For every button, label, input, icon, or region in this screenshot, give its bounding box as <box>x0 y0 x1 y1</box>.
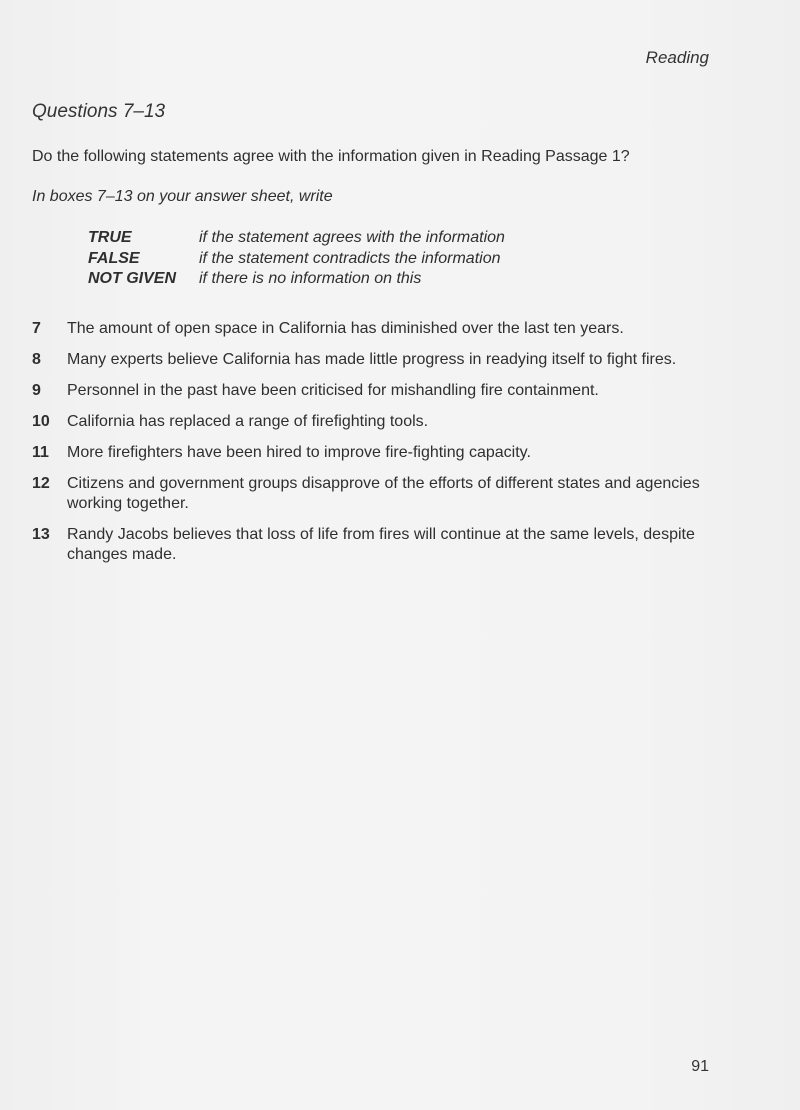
question-item <box>32 381 712 401</box>
answer-key-definition: if the statement contradicts the information <box>199 249 501 267</box>
question-number: 8 <box>32 351 41 368</box>
question-text: California has replaced a range of firefighting tools. <box>67 413 429 430</box>
question-number: 13 <box>32 526 50 543</box>
question-number: 10 <box>32 413 50 430</box>
question-item <box>32 443 712 463</box>
answer-instruction: In boxes 7–13 on your answer sheet, write <box>32 188 333 205</box>
question-item <box>32 350 712 370</box>
question-text: Personnel in the past have been criticised for mishandling fire containment. <box>67 382 599 399</box>
question-item <box>32 525 712 565</box>
question-number: 11 <box>32 444 49 461</box>
answer-key-definition: if the statement agrees with the information <box>199 229 505 246</box>
question-text: More firefighters have been hired to improve fire-fighting capacity. <box>67 444 531 461</box>
question-number: 12 <box>32 475 50 492</box>
question-number: 7 <box>32 320 41 337</box>
answer-key-row <box>88 269 505 290</box>
answer-key-term: FALSE <box>88 249 140 267</box>
question-text: Randy Jacobs believes that loss of life from fires will continue at the same levels, despite changes made. <box>67 526 695 563</box>
question-item <box>32 319 712 339</box>
question-text: The amount of open space in California has diminished over the last ten years. <box>67 320 624 337</box>
question-text: Many experts believe California has made little progress in readying itself to fight fires. <box>67 351 677 368</box>
question-item <box>32 474 712 514</box>
question-number: 9 <box>32 382 41 399</box>
page-number: 91 <box>691 1058 709 1075</box>
answer-key-definition: if there is no information on this <box>199 270 422 287</box>
questions-prompt: Do the following statements agree with the information given in Reading Passage 1? <box>32 148 630 165</box>
question-list <box>32 319 712 576</box>
answer-key-row <box>88 249 505 270</box>
answer-key-table <box>88 228 505 290</box>
question-item <box>32 412 712 432</box>
question-text: Citizens and government groups disapprove of the efforts of different states and agencies working together. <box>67 475 700 512</box>
answer-key-term: NOT GIVEN <box>88 270 177 287</box>
answer-key-row <box>88 228 505 249</box>
answer-key-term: TRUE <box>88 229 132 246</box>
section-header: Reading <box>645 48 709 67</box>
questions-title: Questions 7–13 <box>32 101 166 122</box>
